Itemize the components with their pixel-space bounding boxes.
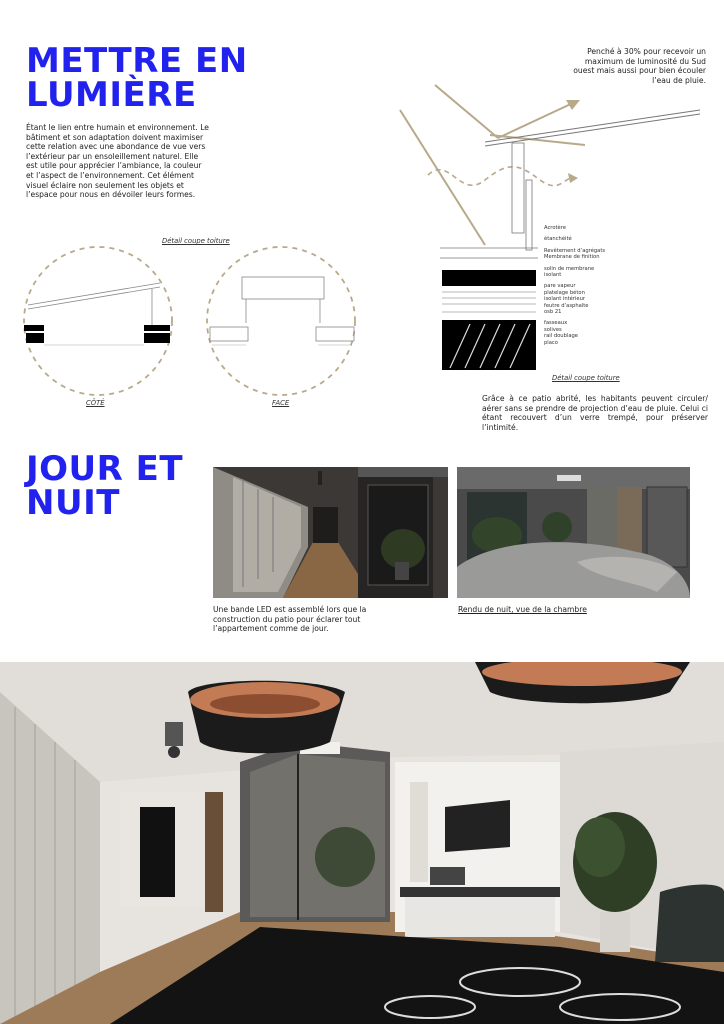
title-line-2: NUIT: [26, 483, 120, 523]
caption-bedroom: Rendu de nuit, vue de la chambre: [458, 605, 587, 614]
detail-caption-left: Détail coupe toiture: [162, 237, 230, 245]
caption-corridor: Une bande LED est assemblé lors que la construction du patio pour éclarer tout l’appartement comme de jour.: [213, 605, 367, 634]
layer-label: placo: [544, 339, 558, 346]
detail-circles: [20, 245, 360, 405]
layer-label: Acrotère: [544, 225, 566, 231]
patio-note: Grâce à ce patio abrité, les habitants peuvent circuler/ aérer sans se prendre de projection d’eau de pluie. Celui ci étant recouvert d’un verre trempé, pour préserver l’intimité.: [482, 394, 708, 432]
intro-paragraph: Étant le lien entre humain et environnement. Le bâtiment et son adaptation doivent maximiser cette relation avec une abondance de vue vers l’extérieur par un ensoleillement naturel. Elle est utile pour apprécier l’ambiance, la couleur et l’aspect de l’environnement. Cet élément visuel éclaire non seulement les objets et l’espace pour nous en dévoiler leurs formes.: [26, 123, 209, 200]
layer-label: osb 21: [544, 309, 562, 316]
layer-label: solives: [544, 326, 562, 333]
airflow-arrow-icon: [568, 173, 578, 183]
layer-label: fasseaux: [544, 320, 568, 327]
slope-note-line-3: ouest mais aussi pour bien écouler: [573, 66, 706, 76]
title-line-1: JOUR ET: [26, 449, 184, 489]
detail-caption-right: Détail coupe toiture: [552, 374, 620, 382]
black-layer-2: [442, 320, 536, 370]
acroterion: [512, 143, 524, 233]
layer-label: feutre d’asphalte: [544, 302, 589, 309]
layer-label: étanchéité: [544, 236, 572, 243]
sun-ray-3: [498, 102, 575, 138]
layer-label: isolant intérieur: [544, 296, 586, 303]
layer-label: pare vapeur: [544, 283, 576, 290]
layer-label: rail doublage: [544, 333, 578, 340]
section-title-lumiere: [26, 41, 248, 115]
layer-label: Membrane de finition: [544, 254, 600, 261]
detail-circle-face: [207, 247, 355, 395]
black-layer-1: [442, 270, 536, 286]
section-title-jour-nuit: [26, 449, 184, 523]
layer-label: platelage béton: [544, 289, 585, 296]
layer-label: solin de membrane: [544, 265, 595, 272]
detail-circle-cote: [24, 247, 172, 395]
slope-note-line-2: maximum de luminosité du Sud: [584, 56, 706, 66]
label-face: FACE: [272, 399, 290, 407]
slope-note-line-4: l’eau de pluie.: [652, 75, 706, 85]
layer-label: Revêtement d’agrégats: [544, 247, 606, 254]
render-living-room-image: [0, 662, 724, 1024]
title-line-1: METTRE EN: [26, 41, 248, 81]
title-line-2: LUMIÈRE: [26, 75, 197, 115]
slope-note-line-1: Penché à 30% pour recevoir un: [587, 47, 706, 56]
sun-ray-2: [435, 85, 498, 138]
label-cote: CÔTÉ: [86, 399, 105, 407]
airflow-curve: [428, 167, 575, 186]
render-bedroom-image: [457, 467, 690, 598]
sun-ray-1: [400, 110, 485, 245]
layer-labels: [544, 225, 605, 346]
render-corridor-image: [213, 467, 448, 598]
layer-label: isolant: [544, 272, 562, 279]
roof-slope: [485, 110, 700, 142]
